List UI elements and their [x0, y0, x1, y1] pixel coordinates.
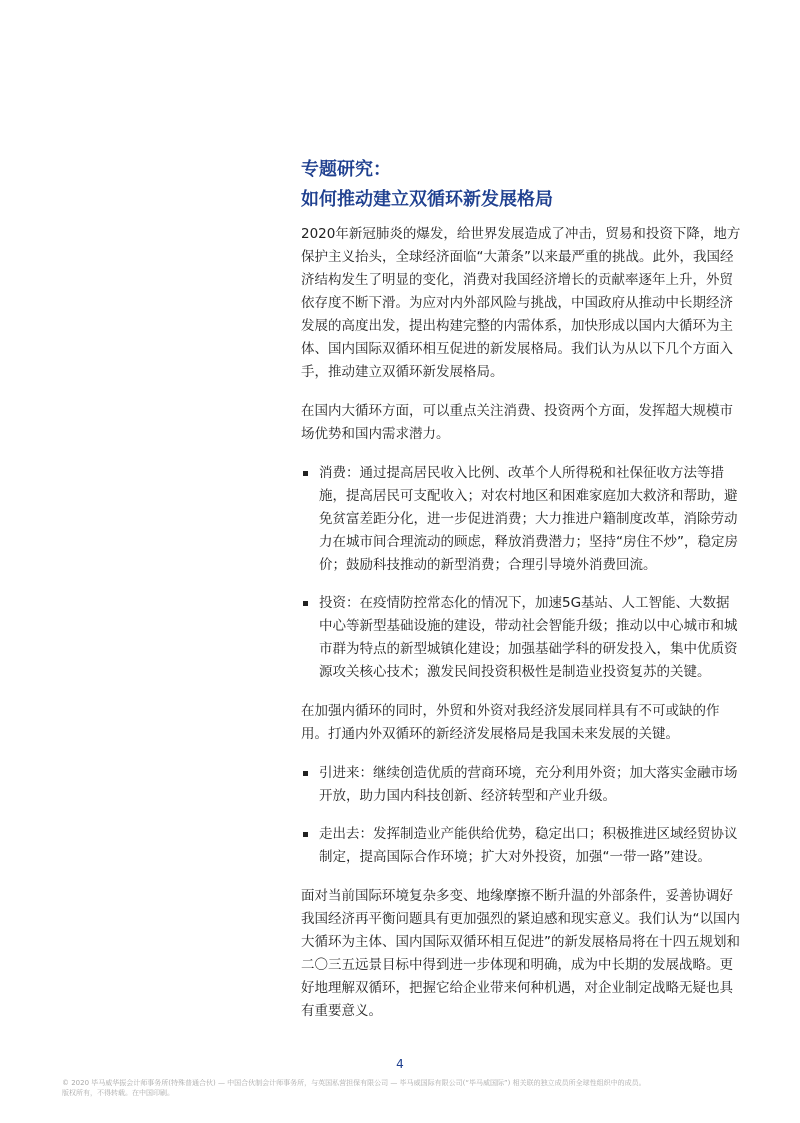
paragraph-external-cycle: 在加强内循环的同时，外贸和外资对我经济发展同样具有不可或缺的作用。打通内外双循环的新经济发展格局是我国未来发展的关键。 [301, 703, 720, 742]
square-bullet-icon [303, 832, 308, 837]
page-number: 4 [396, 1057, 404, 1071]
list-item-text: 引进来：继续创造优质的营商环境，充分利用外资；加大落实金融市场开放，助力国内科技创新、经济转型和产业升级。 [319, 765, 738, 804]
domestic-bullet-list [301, 462, 741, 684]
list-item-go-out [301, 823, 741, 869]
title-line-2: 如何推动建立双循环新发展格局 [301, 189, 553, 210]
square-bullet-icon [303, 771, 308, 776]
list-item-consumption [301, 462, 741, 577]
list-item-investment [301, 592, 741, 684]
square-bullet-icon [303, 471, 308, 476]
title-line-1: 专题研究： [301, 159, 391, 180]
footer-line-1: © 2020 毕马威华振会计师事务所(特殊普通合伙) — 中国合伙制会计师事务所，与英国私营担保有限公司 — 毕马威国际有限公司(“毕马威国际”) 相关联的独立成员所全球性组织中的成员。 [62, 1079, 646, 1087]
paragraph-domestic-cycle: 在国内大循环方面，可以重点关注消费、投资两个方面，发挥超大规模市场优势和国内需求潜力。 [301, 403, 733, 442]
square-bullet-icon [303, 601, 308, 606]
list-item-text: 消费：通过提高居民收入比例、改革个人所得税和社保征收方法等措施，提高居民可支配收入；对农村地区和困难家庭加大救济和帮助，避免贫富差距分化，进一步促进消费；大力推进户籍制度改革，消除劳动力在城市间合理流动的顾虑，释放消费潜力；坚持“房住不炒”，稳定房价；鼓励科技推动的新型消费；合理引导境外消费回流。 [319, 465, 738, 573]
list-item-bring-in [301, 762, 741, 808]
paragraph-conclusion: 面对当前国际环境复杂多变、地缘摩擦不断升温的外部条件，妥善协调好我国经济再平衡问题具有更加强烈的紧迫感和现实意义。我们认为“以国内大循环为主体、国内国际双循环相互促进”的新发展格局将在十四五规划和二〇三五远景目标中得到进一步体现和明确，成为中长期的发展战略。更好地理解双循环，把握它给企业带来何种机遇，对企业制定战略无疑也具有重要意义。 [301, 888, 740, 1019]
footer-line-2: 版权所有，不得转载。在中国印刷。 [62, 1089, 174, 1097]
external-bullet-list [301, 762, 741, 869]
article-body [301, 223, 741, 1039]
list-item-text: 走出去：发挥制造业产能供给优势，稳定出口；积极推进区域经贸协议制定，提高国际合作环境；扩大对外投资，加强“一带一路”建设。 [319, 826, 738, 865]
copyright-footer [62, 1078, 752, 1098]
page-title [301, 155, 553, 215]
list-item-text: 投资：在疫情防控常态化的情况下，加速5G基站、人工智能、大数据中心等新型基础设施的建设，带动社会智能升级；推动以中心城市和城市群为特点的新型城镇化建设；加强基础学科的研发投入，集中优质资源攻关核心技术；激发民间投资积极性是制造业投资复苏的关键。 [319, 595, 738, 680]
paragraph-intro: 2020年新冠肺炎的爆发，给世界发展造成了冲击，贸易和投资下降，地方保护主义抬头，全球经济面临“大萧条”以来最严重的挑战。此外，我国经济结构发生了明显的变化，消费对我国经济增长的贡献率逐年上升，外贸依存度不断下滑。为应对内外部风险与挑战，中国政府从推动中长期经济发展的高度出发，提出构建完整的内需体系，加快形成以国内大循环为主体、国内国际双循环相互促进的新发展格局。我们认为从以下几个方面入手，推动建立双循环新发展格局。 [301, 226, 741, 380]
